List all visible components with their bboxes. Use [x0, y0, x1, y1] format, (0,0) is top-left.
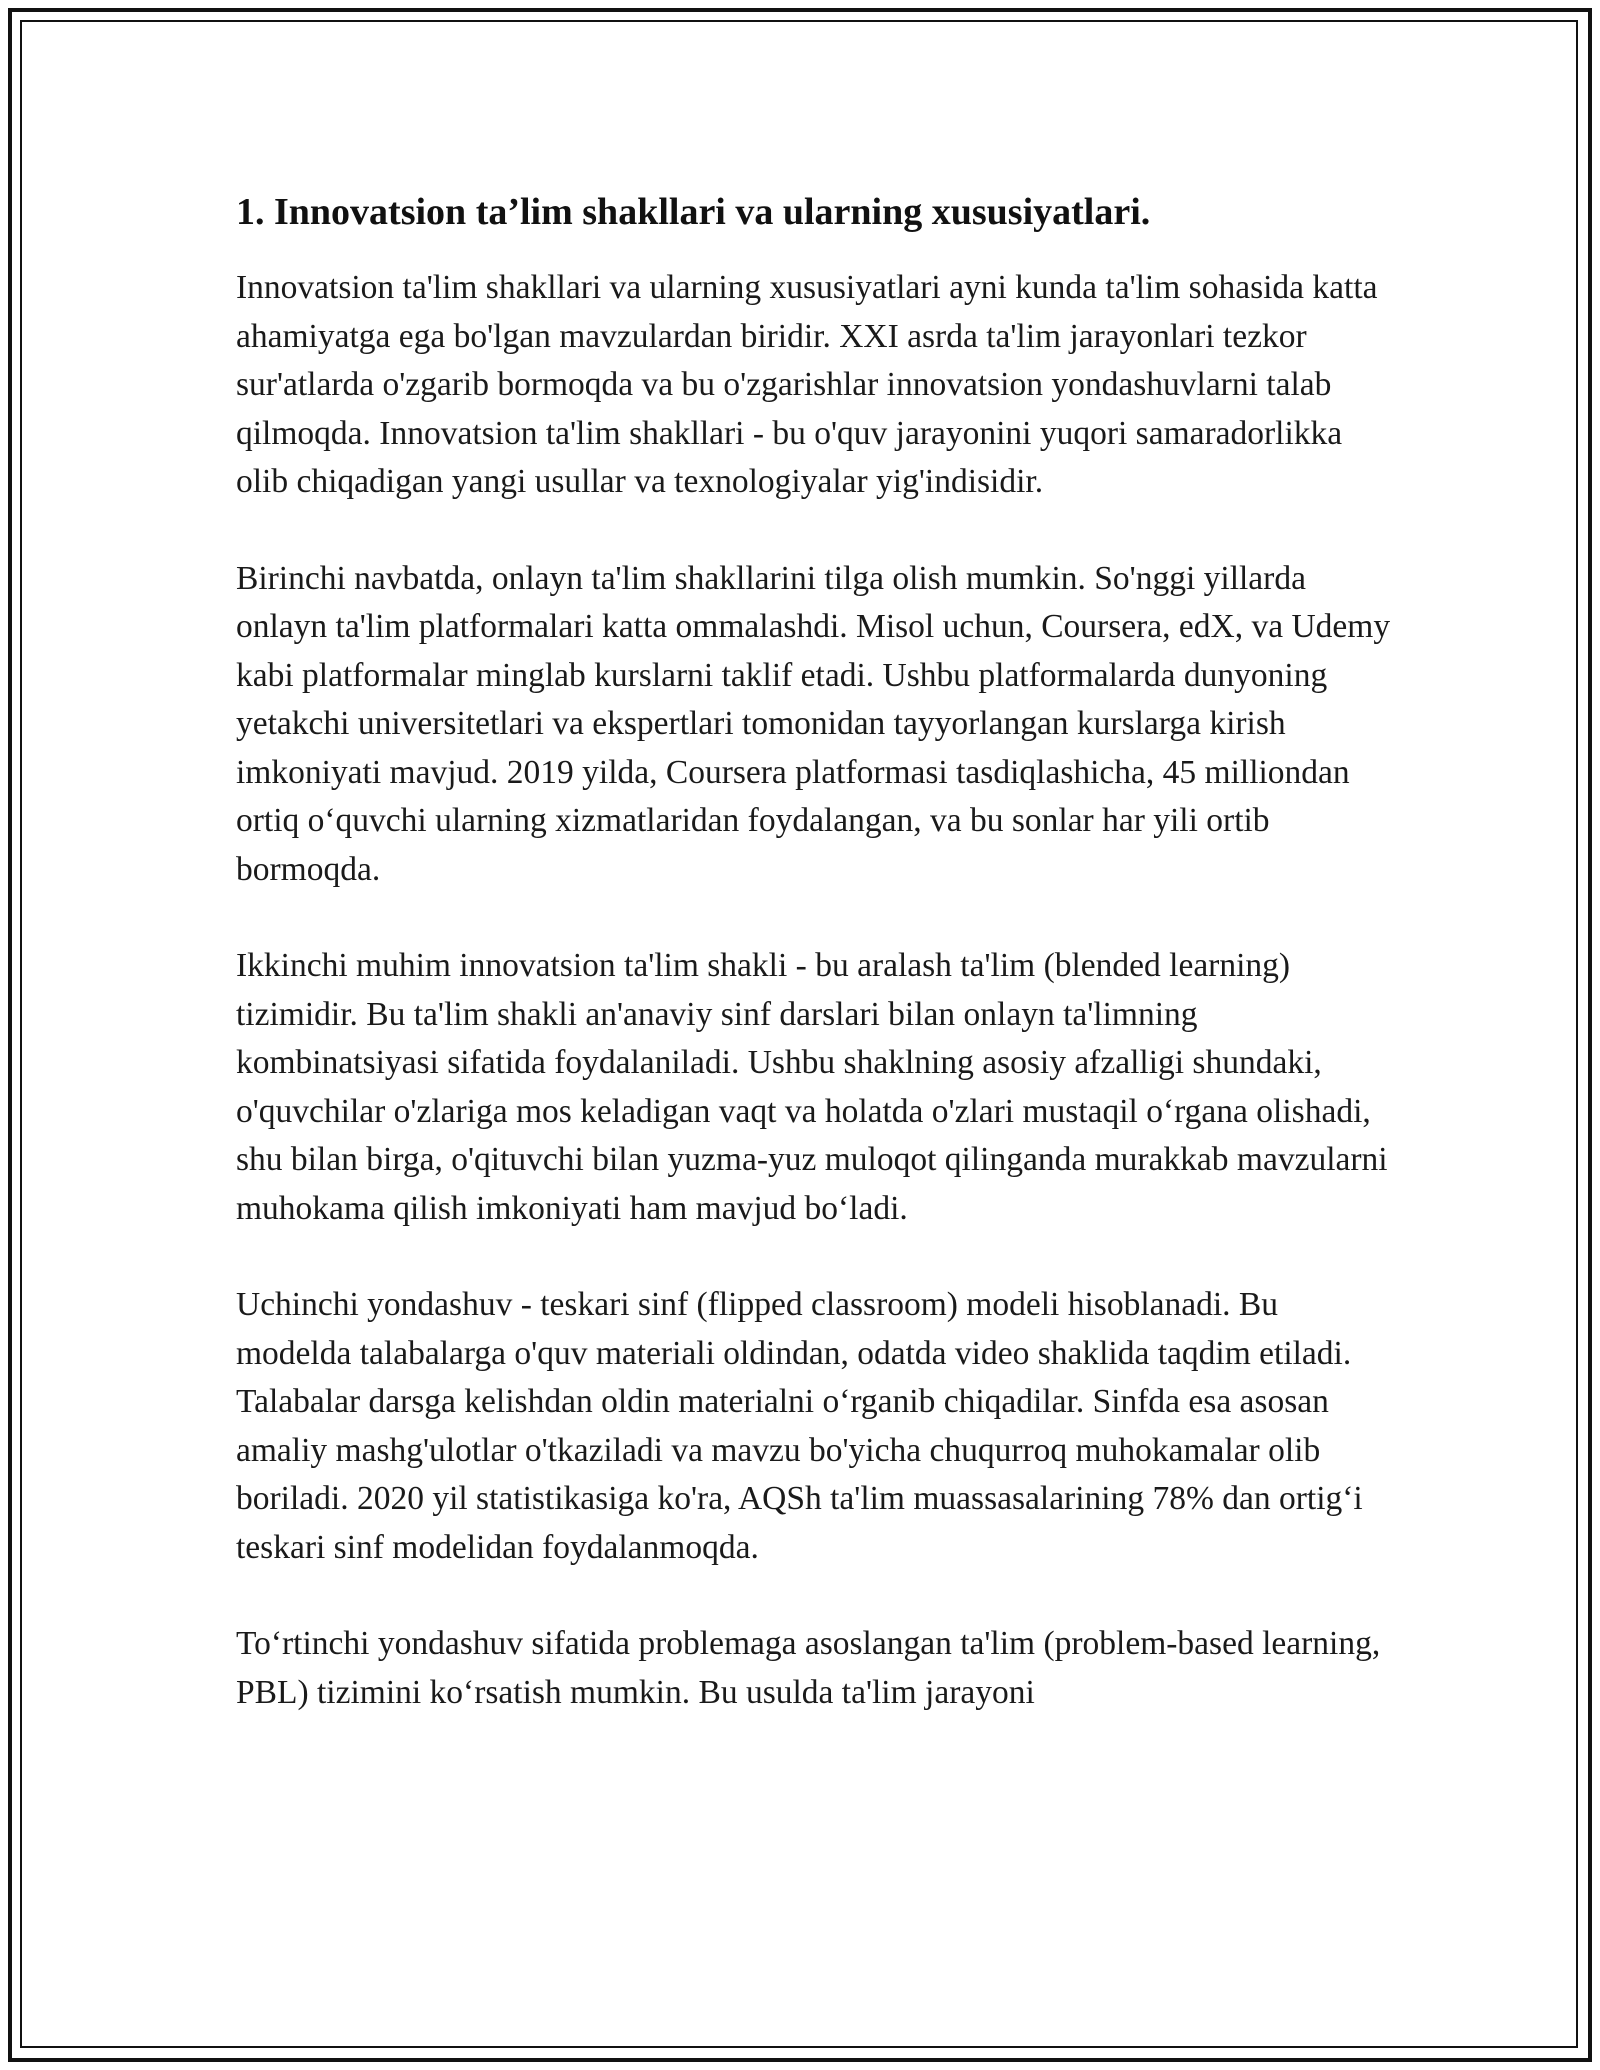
document-body [236, 190, 1396, 1765]
paragraph-flipped-classroom: Uchinchi yondashuv - teskari sinf (flipped classroom) modeli hisoblanadi. Bu modelda talabalarga o'quv materiali oldindan, odatda video shaklida taqdim etiladi. Talabalar darsga kelishdan oldin materialni o‘rganib chiqadilar. Sinfda esa asosan amaliy mashg'ulotlar o'tkaziladi va mavzu bo'yicha chuqurroq muhokamalar olib boriladi. 2020 yil statistikasiga ko'ra, AQSh ta'lim muassasalarining 78% dan ortig‘i teskari sinf modelidan foydalanmoqda. [236, 1286, 1363, 1566]
paragraph-intro: Innovatsion ta'lim shakllari va ularning xususiyatlari ayni kunda ta'lim sohasida katta ahamiyatga ega bo'lgan mavzulardan biridir. XXI asrda ta'lim jarayonlari tezkor sur'atlarda o'zgarib bormoqda va bu o'zgarishlar innovatsion yondashuvlarni talab qilmoqda. Innovatsion ta'lim shakllari - bu o'quv jarayonini yuqori samaradorlikka olib chiqadigan yangi usullar va texnologiyalar yig'indisidir. [236, 269, 1378, 500]
paragraph-online-learning: Birinchi navbatda, onlayn ta'lim shakllarini tilga olish mumkin. So'nggi yillarda onlayn ta'lim platformalari katta ommalashdi. Misol uchun, Coursera, edX, va Udemy kabi platformalar minglab kurslarni taklif etadi. Ushbu platformalarda dunyoning yetakchi universitetlari va ekspertlari tomonidan tayyorlangan kurslarga kirish imkoniyati mavjud. 2019 yilda, Coursera platformasi tasdiqlashicha, 45 milliondan ortiq o‘quvchi ularning xizmatlaridan foydalangan, va bu sonlar har yili ortib bormoqda. [236, 559, 1391, 888]
paragraph-problem-based-learning: To‘rtinchi yondashuv sifatida problemaga asoslangan ta'lim (problem-based learning, PBL) tizimini ko‘rsatish mumkin. Bu usulda ta'lim jarayoni [236, 1625, 1381, 1711]
paragraph-blended-learning: Ikkinchi muhim innovatsion ta'lim shakli - bu aralash ta'lim (blended learning) tizimidir. Bu ta'lim shakli an'anaviy sinf darslari bilan onlayn ta'limning kombinatsiyasi sifatida foydalaniladi. Ushbu shaklning asosiy afzalligi shundaki, o'quvchilar o'zlariga mos keladigan vaqt va holatda o'zlari mustaqil o‘rgana olishadi, shu bilan birga, o'qituvchi bilan yuzma-yuz muloqot qilinganda murakkab mavzularni muhokama qilish imkoniyati ham mavjud bo‘ladi. [236, 947, 1388, 1227]
section-heading: 1. Innovatsion ta’lim shakllari va ularning xususiyatlari. [236, 191, 1151, 233]
